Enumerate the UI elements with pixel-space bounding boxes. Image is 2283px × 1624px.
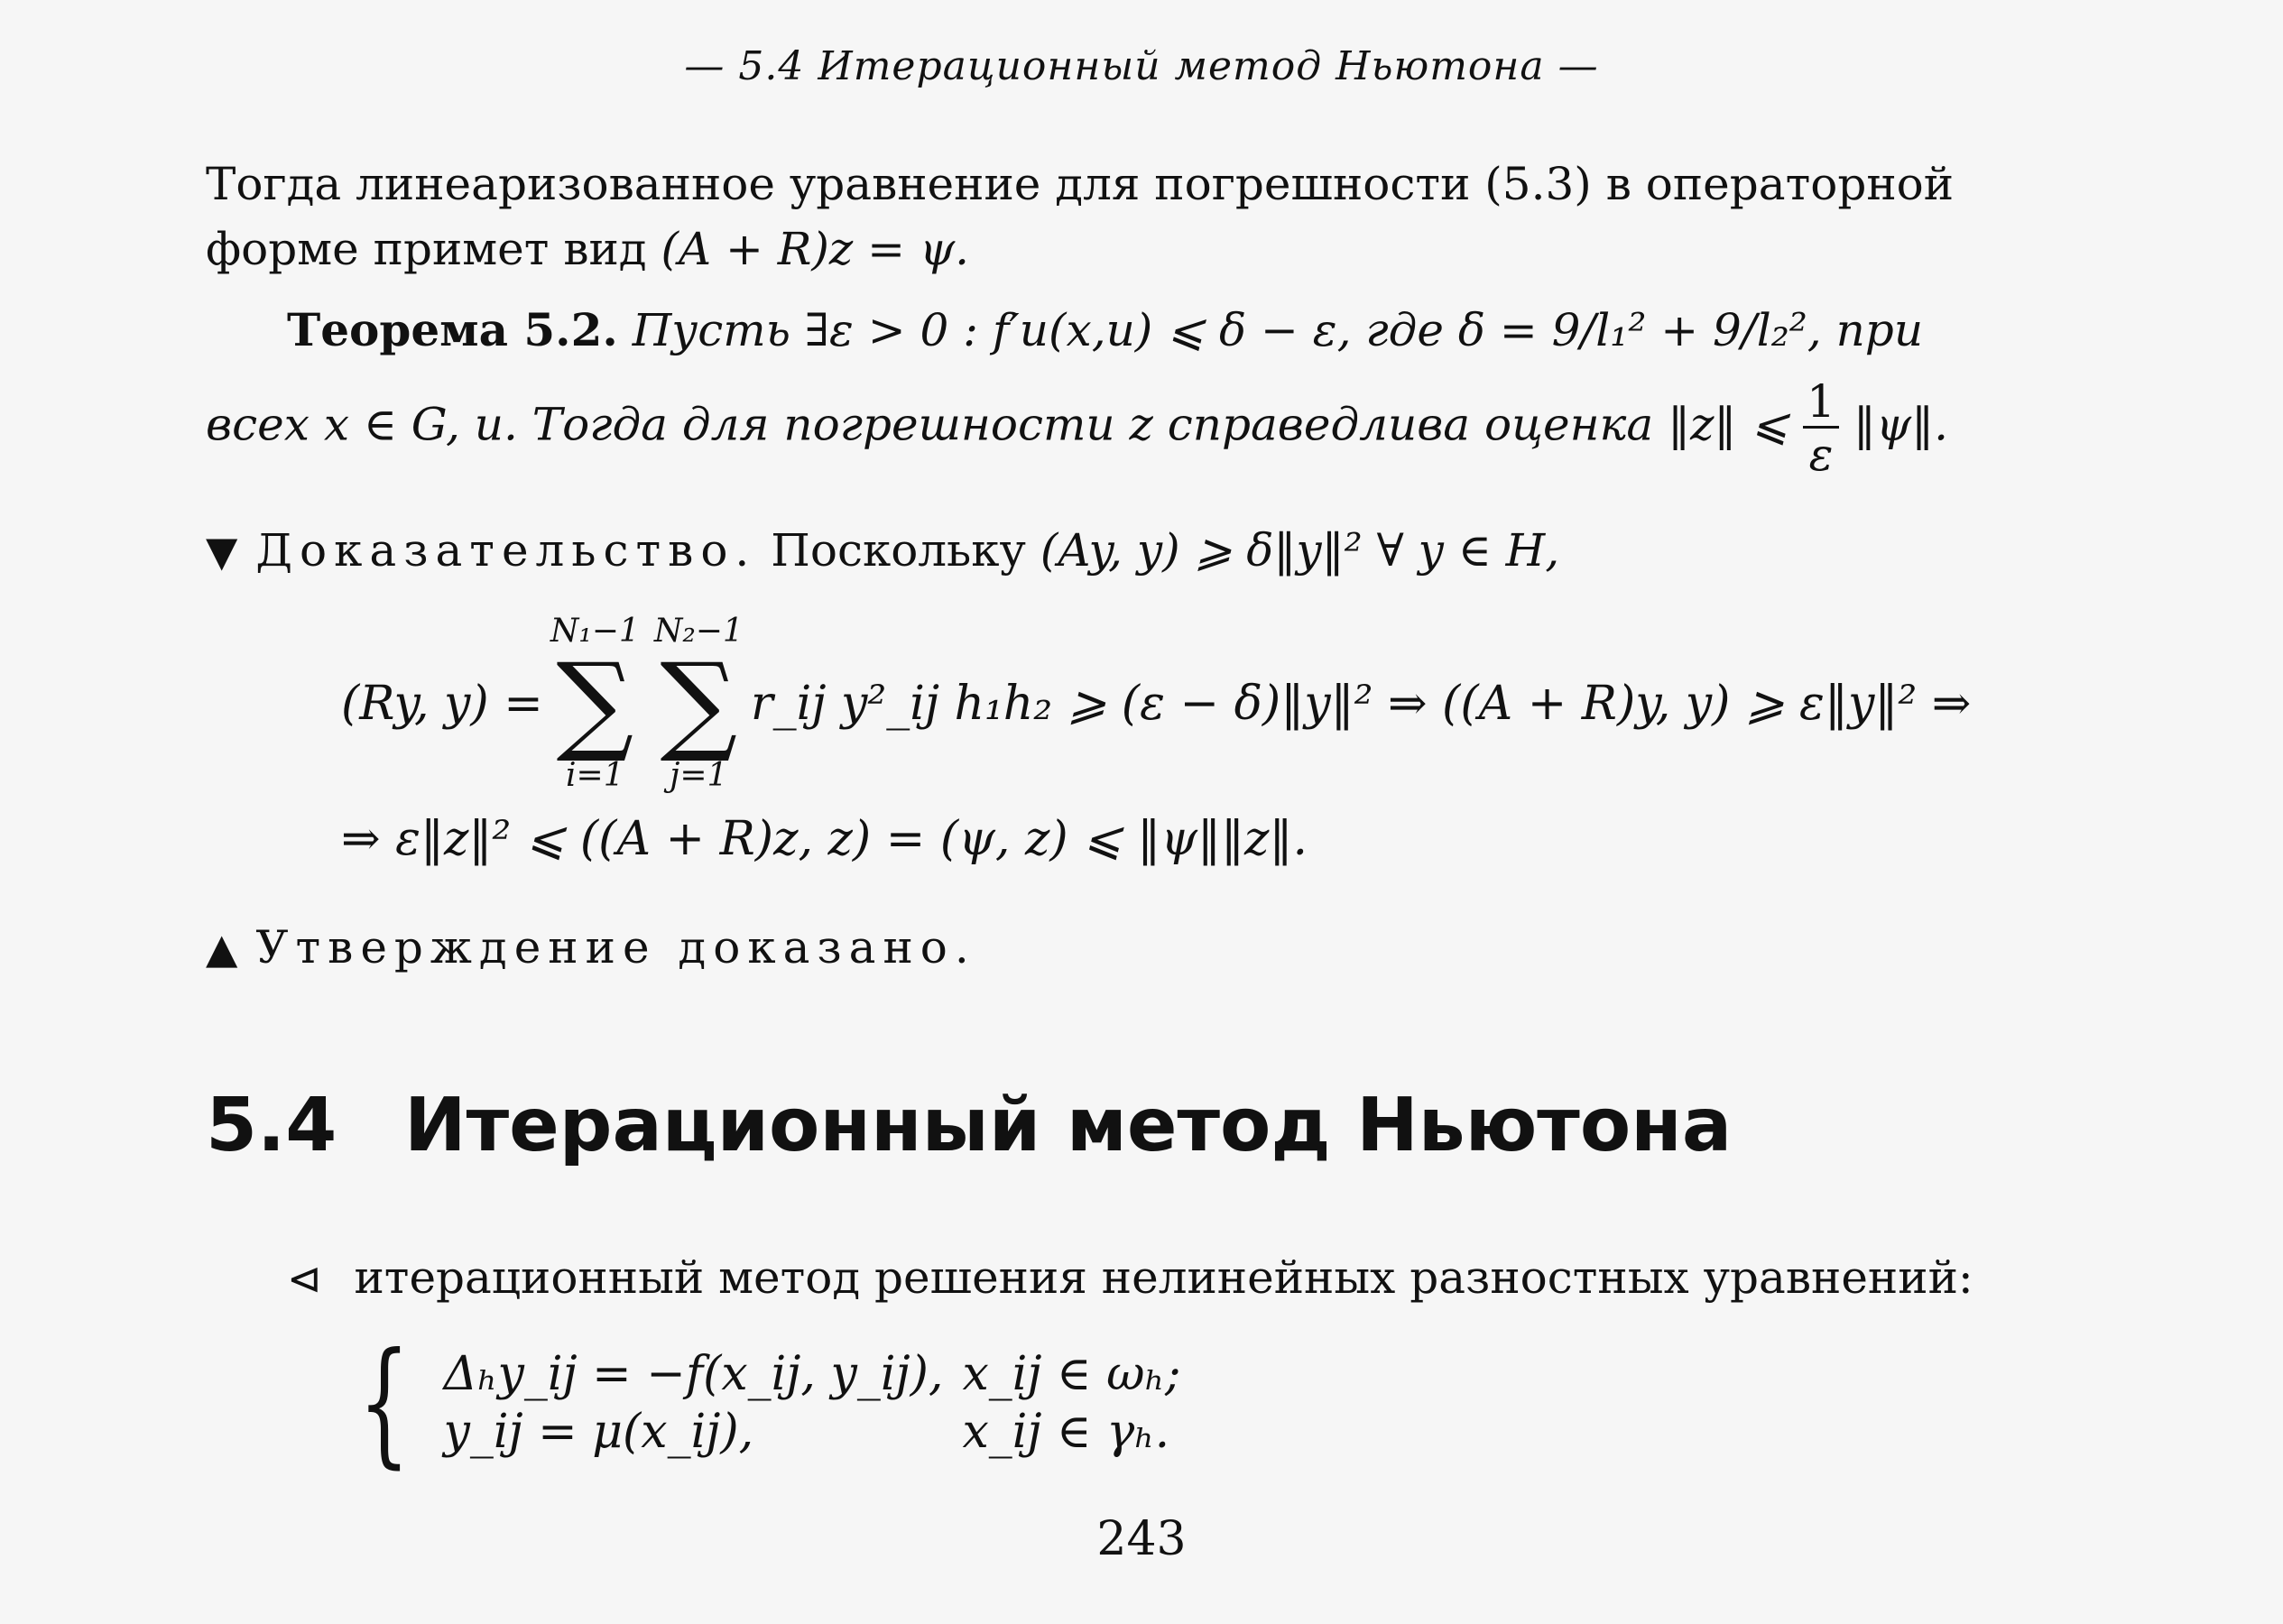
- theorem-label: Теорема 5.2.: [287, 303, 618, 356]
- section-heading: [206, 1083, 1732, 1168]
- proof-display-1: [341, 614, 1971, 793]
- theorem-condition: ∃ε > 0 : f′u(x,u) ⩽ δ − ε,: [804, 304, 1352, 356]
- difference-equation-system: [341, 1324, 1181, 1481]
- proof-display-2: ⇒ ε‖z‖² ⩽ ((A + R)z, z) = (ψ, z) ⩽ ‖ψ‖‖z‖.: [341, 812, 1308, 866]
- proof-start: [206, 518, 2078, 584]
- proof-end: [206, 915, 2078, 981]
- theorem-text-4: всех: [206, 398, 310, 451]
- proof-label: Доказательство.: [255, 524, 757, 577]
- estimate-right: ‖ψ‖.: [1853, 398, 1948, 451]
- theorem-text-2: где: [1365, 304, 1444, 356]
- sum1-lower-limit: i=1: [566, 756, 624, 794]
- paragraph-linearized-equation: [206, 152, 2078, 281]
- theorem-text-6: справедлива оценка: [1167, 398, 1654, 451]
- estimate-left: ‖z‖ ⩽: [1668, 398, 1789, 451]
- row2-equation: y_ij = μ(x_ij),: [443, 1405, 754, 1459]
- theorem-line2: [206, 375, 2078, 481]
- sum-over-i: [550, 614, 640, 793]
- system-row-1: [443, 1347, 1180, 1401]
- running-header: — 5.4 Итерационный метод Ньютона —: [684, 43, 1599, 89]
- operator-equation: (A + R)z = ψ.: [661, 223, 970, 275]
- display1-right: r_ij y²_ij h₁h₂ ⩾ (ε − δ)‖y‖² ⇒ ((A + R)y, y) ⩾ ε‖y‖² ⇒: [750, 676, 1972, 731]
- estimate-fraction: [1803, 375, 1839, 481]
- proof-end-marker: ▲: [206, 924, 238, 973]
- error-variable: z: [1129, 398, 1153, 451]
- left-brace: {: [358, 1324, 411, 1481]
- delta-definition: δ = 9/l₁² + 9/l₂²,: [1457, 304, 1822, 356]
- display1-left: (Ry, y) =: [341, 676, 543, 731]
- section-number: 5.4: [206, 1083, 337, 1168]
- proof-inequality: (Ay, y) ⩾ δ‖y‖² ∀ y ∈ H,: [1040, 524, 1560, 577]
- row1-equation: Δₕy_ij = −f(x_ij, y_ij),: [443, 1347, 944, 1401]
- theorem-line1: [287, 298, 2078, 363]
- sum2-sigma: ∑: [660, 640, 738, 766]
- sum1-sigma: ∑: [556, 640, 634, 766]
- sum1-upper-limit: N₁−1: [550, 613, 640, 650]
- domain-math: x ∈ G, u.: [323, 398, 518, 451]
- proof-text: Поскольку: [771, 524, 1026, 577]
- fraction-denominator: ε: [1808, 429, 1834, 481]
- theorem-text-5: Тогда для погрешности: [531, 398, 1115, 451]
- para1-line2-text: форме примет вид: [206, 223, 661, 275]
- sum-over-j: [654, 614, 744, 793]
- proof-start-marker: ▼: [206, 527, 238, 576]
- theorem-text-1: Пусть: [632, 304, 790, 356]
- para1-line1: Тогда линеаризованное уравнение для погрешности (5.3) в операторной: [206, 158, 1955, 210]
- theorem-5-2: [206, 298, 2078, 363]
- sum2-upper-limit: N₂−1: [653, 613, 744, 650]
- page-number: 243: [1096, 1512, 1187, 1566]
- system-rows: [443, 1347, 1180, 1459]
- system-row-2: [443, 1405, 1180, 1459]
- sum2-lower-limit: j=1: [670, 756, 728, 794]
- theorem-text-3: при: [1835, 304, 1924, 356]
- row2-condition: x_ij ∈ γₕ.: [962, 1405, 1170, 1459]
- proof-end-label: Утверждение доказано.: [255, 921, 976, 973]
- row1-condition: x_ij ∈ ωₕ;: [962, 1347, 1181, 1401]
- intro-text: итерационный метод решения нелинейных разностных уравнений:: [354, 1251, 1973, 1304]
- intro-marker: ⊲: [287, 1254, 322, 1303]
- fraction-numerator: 1: [1803, 379, 1839, 429]
- para1-line2: [206, 217, 2078, 281]
- method-intro: [206, 1245, 2078, 1311]
- section-title: Итерационный метод Ньютона: [404, 1083, 1733, 1168]
